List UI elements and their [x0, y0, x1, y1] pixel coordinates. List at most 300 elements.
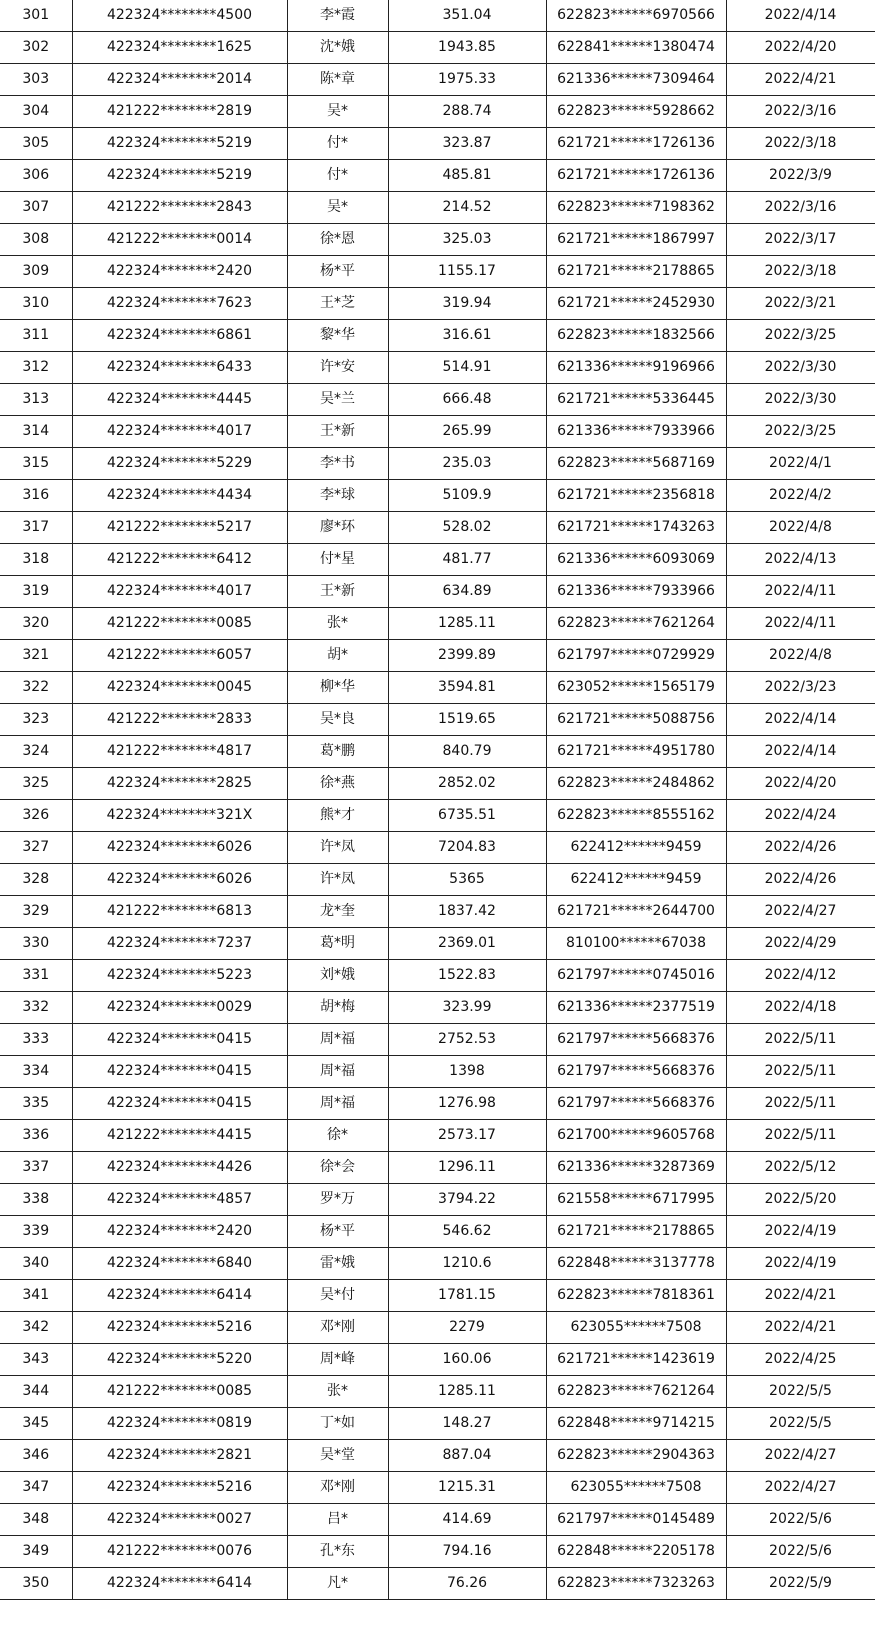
row-number-cell: 324 — [0, 736, 72, 768]
id-number-cell: 422324********6840 — [72, 1248, 287, 1280]
row-number-cell: 330 — [0, 928, 72, 960]
card-number-cell: 621336******7933966 — [546, 416, 726, 448]
card-number-cell: 621721******1867997 — [546, 224, 726, 256]
amount-cell: 323.87 — [388, 128, 546, 160]
name-cell: 徐*会 — [287, 1152, 388, 1184]
card-number-cell: 622848******3137778 — [546, 1248, 726, 1280]
row-number-cell: 310 — [0, 288, 72, 320]
card-number-cell: 621797******5668376 — [546, 1024, 726, 1056]
card-number-cell: 810100******67038 — [546, 928, 726, 960]
row-number-cell: 312 — [0, 352, 72, 384]
name-cell: 罗*万 — [287, 1184, 388, 1216]
amount-cell: 1975.33 — [388, 64, 546, 96]
card-number-cell: 622823******7323263 — [546, 1568, 726, 1600]
name-cell: 徐*燕 — [287, 768, 388, 800]
id-number-cell: 422324********1625 — [72, 32, 287, 64]
card-number-cell: 623055******7508 — [546, 1472, 726, 1504]
name-cell: 吴*兰 — [287, 384, 388, 416]
id-number-cell: 422324********2014 — [72, 64, 287, 96]
name-cell: 陈*章 — [287, 64, 388, 96]
row-number-cell: 350 — [0, 1568, 72, 1600]
date-cell: 2022/4/8 — [726, 640, 875, 672]
table-row — [0, 96, 875, 128]
amount-cell: 7204.83 — [388, 832, 546, 864]
name-cell: 丁*如 — [287, 1408, 388, 1440]
table-row — [0, 0, 875, 32]
name-cell: 葛*鹏 — [287, 736, 388, 768]
name-cell: 杨*平 — [287, 1216, 388, 1248]
card-number-cell: 621336******7309464 — [546, 64, 726, 96]
amount-cell: 1285.11 — [388, 1376, 546, 1408]
row-number-cell: 317 — [0, 512, 72, 544]
amount-cell: 265.99 — [388, 416, 546, 448]
date-cell: 2022/3/17 — [726, 224, 875, 256]
amount-cell: 887.04 — [388, 1440, 546, 1472]
row-number-cell: 316 — [0, 480, 72, 512]
table-row — [0, 1312, 875, 1344]
id-number-cell: 422324********6433 — [72, 352, 287, 384]
amount-cell: 840.79 — [388, 736, 546, 768]
table-row — [0, 1120, 875, 1152]
table-row — [0, 992, 875, 1024]
row-number-cell: 326 — [0, 800, 72, 832]
id-number-cell: 422324********4434 — [72, 480, 287, 512]
card-number-cell: 622823******1832566 — [546, 320, 726, 352]
id-number-cell: 421222********2833 — [72, 704, 287, 736]
date-cell: 2022/5/12 — [726, 1152, 875, 1184]
row-number-cell: 322 — [0, 672, 72, 704]
row-number-cell: 340 — [0, 1248, 72, 1280]
card-number-cell: 622848******9714215 — [546, 1408, 726, 1440]
id-number-cell: 422324********5220 — [72, 1344, 287, 1376]
row-number-cell: 307 — [0, 192, 72, 224]
id-number-cell: 421222********4817 — [72, 736, 287, 768]
card-number-cell: 621797******0745016 — [546, 960, 726, 992]
amount-cell: 5109.9 — [388, 480, 546, 512]
name-cell: 邓*刚 — [287, 1472, 388, 1504]
date-cell: 2022/3/23 — [726, 672, 875, 704]
amount-cell: 214.52 — [388, 192, 546, 224]
row-number-cell: 348 — [0, 1504, 72, 1536]
row-number-cell: 306 — [0, 160, 72, 192]
name-cell: 周*福 — [287, 1024, 388, 1056]
name-cell: 葛*明 — [287, 928, 388, 960]
table-row — [0, 352, 875, 384]
table-row — [0, 1056, 875, 1088]
row-number-cell: 332 — [0, 992, 72, 1024]
date-cell: 2022/5/6 — [726, 1504, 875, 1536]
row-number-cell: 343 — [0, 1344, 72, 1376]
date-cell: 2022/4/20 — [726, 32, 875, 64]
date-cell: 2022/4/18 — [726, 992, 875, 1024]
amount-cell: 514.91 — [388, 352, 546, 384]
card-number-cell: 622823******7621264 — [546, 608, 726, 640]
row-number-cell: 325 — [0, 768, 72, 800]
row-number-cell: 329 — [0, 896, 72, 928]
id-number-cell: 421222********6813 — [72, 896, 287, 928]
date-cell: 2022/4/21 — [726, 1312, 875, 1344]
date-cell: 2022/3/21 — [726, 288, 875, 320]
table-row — [0, 896, 875, 928]
amount-cell: 5365 — [388, 864, 546, 896]
row-number-cell: 304 — [0, 96, 72, 128]
id-number-cell: 422324********0045 — [72, 672, 287, 704]
name-cell: 徐* — [287, 1120, 388, 1152]
name-cell: 李*书 — [287, 448, 388, 480]
table-row — [0, 736, 875, 768]
name-cell: 张* — [287, 1376, 388, 1408]
row-number-cell: 339 — [0, 1216, 72, 1248]
date-cell: 2022/3/16 — [726, 192, 875, 224]
table-row — [0, 1504, 875, 1536]
row-number-cell: 335 — [0, 1088, 72, 1120]
amount-cell: 2399.89 — [388, 640, 546, 672]
amount-cell: 2852.02 — [388, 768, 546, 800]
row-number-cell: 314 — [0, 416, 72, 448]
id-number-cell: 421222********6412 — [72, 544, 287, 576]
table-row — [0, 1248, 875, 1280]
date-cell: 2022/4/2 — [726, 480, 875, 512]
card-number-cell: 621797******0729929 — [546, 640, 726, 672]
amount-cell: 666.48 — [388, 384, 546, 416]
row-number-cell: 311 — [0, 320, 72, 352]
date-cell: 2022/3/25 — [726, 320, 875, 352]
name-cell: 周*福 — [287, 1088, 388, 1120]
amount-cell: 1285.11 — [388, 608, 546, 640]
date-cell: 2022/4/29 — [726, 928, 875, 960]
name-cell: 雷*娥 — [287, 1248, 388, 1280]
row-number-cell: 336 — [0, 1120, 72, 1152]
name-cell: 王*新 — [287, 416, 388, 448]
table-row — [0, 1568, 875, 1600]
table-row — [0, 448, 875, 480]
card-number-cell: 621797******0145489 — [546, 1504, 726, 1536]
table-row — [0, 512, 875, 544]
name-cell: 张* — [287, 608, 388, 640]
row-number-cell: 320 — [0, 608, 72, 640]
row-number-cell: 346 — [0, 1440, 72, 1472]
table-row — [0, 864, 875, 896]
name-cell: 付* — [287, 160, 388, 192]
amount-cell: 3594.81 — [388, 672, 546, 704]
card-number-cell: 621721******2178865 — [546, 256, 726, 288]
card-number-cell: 621721******1726136 — [546, 128, 726, 160]
id-number-cell: 422324********0415 — [72, 1024, 287, 1056]
row-number-cell: 321 — [0, 640, 72, 672]
card-number-cell: 622412******9459 — [546, 864, 726, 896]
table-row — [0, 608, 875, 640]
amount-cell: 485.81 — [388, 160, 546, 192]
card-number-cell: 621558******6717995 — [546, 1184, 726, 1216]
date-cell: 2022/3/25 — [726, 416, 875, 448]
id-number-cell: 422324********4857 — [72, 1184, 287, 1216]
date-cell: 2022/5/11 — [726, 1088, 875, 1120]
name-cell: 胡*梅 — [287, 992, 388, 1024]
date-cell: 2022/4/24 — [726, 800, 875, 832]
row-number-cell: 318 — [0, 544, 72, 576]
table-row — [0, 128, 875, 160]
card-number-cell: 622823******5687169 — [546, 448, 726, 480]
row-number-cell: 345 — [0, 1408, 72, 1440]
id-number-cell: 422324********0415 — [72, 1088, 287, 1120]
date-cell: 2022/5/11 — [726, 1024, 875, 1056]
date-cell: 2022/3/16 — [726, 96, 875, 128]
name-cell: 吴*堂 — [287, 1440, 388, 1472]
amount-cell: 1215.31 — [388, 1472, 546, 1504]
amount-cell: 1781.15 — [388, 1280, 546, 1312]
date-cell: 2022/5/6 — [726, 1536, 875, 1568]
date-cell: 2022/4/14 — [726, 736, 875, 768]
card-number-cell: 621721******2644700 — [546, 896, 726, 928]
card-number-cell: 622823******2484862 — [546, 768, 726, 800]
id-number-cell: 422324********5216 — [72, 1312, 287, 1344]
table-row — [0, 768, 875, 800]
row-number-cell: 302 — [0, 32, 72, 64]
amount-cell: 76.26 — [388, 1568, 546, 1600]
row-number-cell: 333 — [0, 1024, 72, 1056]
row-number-cell: 347 — [0, 1472, 72, 1504]
date-cell: 2022/4/19 — [726, 1248, 875, 1280]
row-number-cell: 337 — [0, 1152, 72, 1184]
table-row — [0, 1472, 875, 1504]
table-row — [0, 800, 875, 832]
amount-cell: 288.74 — [388, 96, 546, 128]
table-row — [0, 320, 875, 352]
amount-cell: 528.02 — [388, 512, 546, 544]
amount-cell: 2573.17 — [388, 1120, 546, 1152]
id-number-cell: 422324********4017 — [72, 576, 287, 608]
name-cell: 熊*才 — [287, 800, 388, 832]
id-number-cell: 421222********2819 — [72, 96, 287, 128]
date-cell: 2022/4/1 — [726, 448, 875, 480]
row-number-cell: 308 — [0, 224, 72, 256]
card-number-cell: 621721******1423619 — [546, 1344, 726, 1376]
name-cell: 刘*娥 — [287, 960, 388, 992]
row-number-cell: 309 — [0, 256, 72, 288]
name-cell: 徐*恩 — [287, 224, 388, 256]
name-cell: 孔*东 — [287, 1536, 388, 1568]
amount-cell: 546.62 — [388, 1216, 546, 1248]
date-cell: 2022/4/12 — [726, 960, 875, 992]
table-row — [0, 1184, 875, 1216]
amount-cell: 325.03 — [388, 224, 546, 256]
card-number-cell: 621336******2377519 — [546, 992, 726, 1024]
date-cell: 2022/5/5 — [726, 1376, 875, 1408]
date-cell: 2022/5/9 — [726, 1568, 875, 1600]
card-number-cell: 621797******5668376 — [546, 1088, 726, 1120]
amount-cell: 2279 — [388, 1312, 546, 1344]
date-cell: 2022/5/11 — [726, 1056, 875, 1088]
name-cell: 吴*良 — [287, 704, 388, 736]
id-number-cell: 422324********2420 — [72, 1216, 287, 1248]
name-cell: 吴* — [287, 192, 388, 224]
card-number-cell: 622841******1380474 — [546, 32, 726, 64]
id-number-cell: 422324********5219 — [72, 160, 287, 192]
id-number-cell: 421222********5217 — [72, 512, 287, 544]
date-cell: 2022/4/21 — [726, 1280, 875, 1312]
date-cell: 2022/4/27 — [726, 1440, 875, 1472]
date-cell: 2022/4/11 — [726, 608, 875, 640]
table-row — [0, 672, 875, 704]
name-cell: 黎*华 — [287, 320, 388, 352]
row-number-cell: 313 — [0, 384, 72, 416]
card-number-cell: 622412******9459 — [546, 832, 726, 864]
id-number-cell: 422324********2825 — [72, 768, 287, 800]
table-row — [0, 1216, 875, 1248]
card-number-cell: 621721******5336445 — [546, 384, 726, 416]
amount-cell: 1519.65 — [388, 704, 546, 736]
name-cell: 胡* — [287, 640, 388, 672]
id-number-cell: 422324********0819 — [72, 1408, 287, 1440]
id-number-cell: 422324********5216 — [72, 1472, 287, 1504]
amount-cell: 351.04 — [388, 0, 546, 32]
row-number-cell: 342 — [0, 1312, 72, 1344]
amount-cell: 148.27 — [388, 1408, 546, 1440]
table-row — [0, 1152, 875, 1184]
date-cell: 2022/3/9 — [726, 160, 875, 192]
card-number-cell: 622823******7621264 — [546, 1376, 726, 1408]
table-row — [0, 576, 875, 608]
date-cell: 2022/4/19 — [726, 1216, 875, 1248]
card-number-cell: 621721******4951780 — [546, 736, 726, 768]
amount-cell: 481.77 — [388, 544, 546, 576]
id-number-cell: 422324********6414 — [72, 1568, 287, 1600]
amount-cell: 323.99 — [388, 992, 546, 1024]
id-number-cell: 422324********4017 — [72, 416, 287, 448]
row-number-cell: 328 — [0, 864, 72, 896]
id-number-cell: 422324********4426 — [72, 1152, 287, 1184]
name-cell: 许*凤 — [287, 832, 388, 864]
id-number-cell: 422324********4445 — [72, 384, 287, 416]
row-number-cell: 315 — [0, 448, 72, 480]
amount-cell: 1398 — [388, 1056, 546, 1088]
row-number-cell: 301 — [0, 0, 72, 32]
amount-cell: 160.06 — [388, 1344, 546, 1376]
date-cell: 2022/4/8 — [726, 512, 875, 544]
name-cell: 邓*刚 — [287, 1312, 388, 1344]
id-number-cell: 422324********4500 — [72, 0, 287, 32]
amount-cell: 1837.42 — [388, 896, 546, 928]
id-number-cell: 421222********0014 — [72, 224, 287, 256]
table-row — [0, 32, 875, 64]
table-row — [0, 704, 875, 736]
amount-cell: 414.69 — [388, 1504, 546, 1536]
amount-cell: 235.03 — [388, 448, 546, 480]
id-number-cell: 422324********5223 — [72, 960, 287, 992]
name-cell: 龙*奎 — [287, 896, 388, 928]
card-number-cell: 622848******2205178 — [546, 1536, 726, 1568]
id-number-cell: 421222********0085 — [72, 1376, 287, 1408]
id-number-cell: 421222********4415 — [72, 1120, 287, 1152]
date-cell: 2022/3/30 — [726, 384, 875, 416]
table-row — [0, 1536, 875, 1568]
amount-cell: 1943.85 — [388, 32, 546, 64]
card-number-cell: 623055******7508 — [546, 1312, 726, 1344]
name-cell: 李*球 — [287, 480, 388, 512]
card-number-cell: 621336******6093069 — [546, 544, 726, 576]
id-number-cell: 422324********0027 — [72, 1504, 287, 1536]
table-row — [0, 1408, 875, 1440]
id-number-cell: 422324********5229 — [72, 448, 287, 480]
table-row — [0, 1440, 875, 1472]
card-number-cell: 622823******6970566 — [546, 0, 726, 32]
date-cell: 2022/4/26 — [726, 864, 875, 896]
row-number-cell: 334 — [0, 1056, 72, 1088]
card-number-cell: 622823******7818361 — [546, 1280, 726, 1312]
table-row — [0, 384, 875, 416]
row-number-cell: 303 — [0, 64, 72, 96]
amount-cell: 1210.6 — [388, 1248, 546, 1280]
id-number-cell: 421222********0085 — [72, 608, 287, 640]
row-number-cell: 331 — [0, 960, 72, 992]
table-row — [0, 1088, 875, 1120]
amount-cell: 2369.01 — [388, 928, 546, 960]
amount-cell: 316.61 — [388, 320, 546, 352]
table-row — [0, 928, 875, 960]
id-number-cell: 422324********6414 — [72, 1280, 287, 1312]
date-cell: 2022/5/5 — [726, 1408, 875, 1440]
table-row — [0, 224, 875, 256]
amount-cell: 319.94 — [388, 288, 546, 320]
card-number-cell: 622823******2904363 — [546, 1440, 726, 1472]
card-number-cell: 621721******1726136 — [546, 160, 726, 192]
date-cell: 2022/4/26 — [726, 832, 875, 864]
amount-cell: 1296.11 — [388, 1152, 546, 1184]
row-number-cell: 319 — [0, 576, 72, 608]
name-cell: 付* — [287, 128, 388, 160]
name-cell: 付*星 — [287, 544, 388, 576]
table-row — [0, 640, 875, 672]
table-row — [0, 480, 875, 512]
id-number-cell: 422324********7623 — [72, 288, 287, 320]
name-cell: 周*福 — [287, 1056, 388, 1088]
date-cell: 2022/4/14 — [726, 0, 875, 32]
row-number-cell: 305 — [0, 128, 72, 160]
id-number-cell: 422324********0415 — [72, 1056, 287, 1088]
table-row — [0, 1280, 875, 1312]
row-number-cell: 327 — [0, 832, 72, 864]
card-number-cell: 621797******5668376 — [546, 1056, 726, 1088]
table-row — [0, 1376, 875, 1408]
row-number-cell: 338 — [0, 1184, 72, 1216]
table-row — [0, 960, 875, 992]
id-number-cell: 422324********6861 — [72, 320, 287, 352]
name-cell: 王*芝 — [287, 288, 388, 320]
id-number-cell: 421222********6057 — [72, 640, 287, 672]
amount-cell: 6735.51 — [388, 800, 546, 832]
id-number-cell: 422324********6026 — [72, 832, 287, 864]
amount-cell: 2752.53 — [388, 1024, 546, 1056]
row-number-cell: 341 — [0, 1280, 72, 1312]
amount-cell: 794.16 — [388, 1536, 546, 1568]
date-cell: 2022/4/27 — [726, 1472, 875, 1504]
name-cell: 吴* — [287, 96, 388, 128]
id-number-cell: 422324********321X — [72, 800, 287, 832]
row-number-cell: 349 — [0, 1536, 72, 1568]
card-number-cell: 621336******7933966 — [546, 576, 726, 608]
date-cell: 2022/3/30 — [726, 352, 875, 384]
card-number-cell: 621721******5088756 — [546, 704, 726, 736]
table-row — [0, 544, 875, 576]
amount-cell: 1522.83 — [388, 960, 546, 992]
date-cell: 2022/4/21 — [726, 64, 875, 96]
table-row — [0, 64, 875, 96]
name-cell: 李*霞 — [287, 0, 388, 32]
date-cell: 2022/5/20 — [726, 1184, 875, 1216]
table-row — [0, 160, 875, 192]
date-cell: 2022/5/11 — [726, 1120, 875, 1152]
name-cell: 杨*平 — [287, 256, 388, 288]
